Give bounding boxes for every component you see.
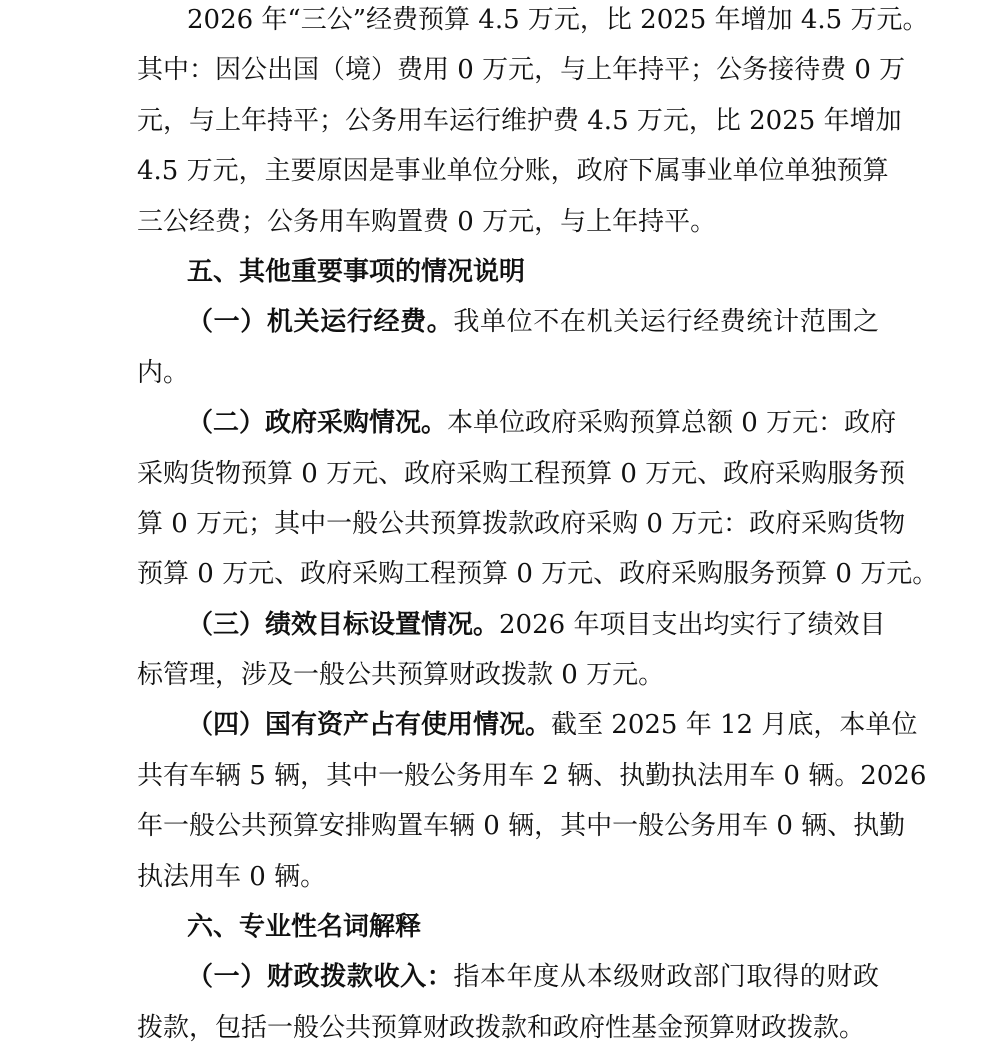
paragraph-line: 采购货物预算 0 万元、政府采购工程预算 0 万元、政府采购服务预 <box>137 458 906 489</box>
item-text: 2026 年项目支出均实行了绩效目 <box>499 609 886 640</box>
paragraph-line: 执法用车 0 辆。 <box>137 861 327 892</box>
item-lead: （一）机关运行经费。 <box>187 307 454 338</box>
paragraph-line: 标管理，涉及一般公共预算财政拨款 0 万元。 <box>137 660 665 691</box>
section-heading: 五、其他重要事项的情况说明 <box>187 256 526 287</box>
item-text: 本单位政府采购预算总额 0 万元：政府 <box>447 408 897 439</box>
item-lead: （三）绩效目标设置情况。 <box>187 609 500 640</box>
paragraph-line: 2026 年“三公”经费预算 4.5 万元，比 2025 年增加 4.5 万元。 <box>187 5 929 35</box>
document-page <box>137 0 939 1053</box>
paragraph-line: 其中：因公出国（境）费用 0 万元，与上年持平；公务接待费 0 万 <box>137 55 906 86</box>
paragraph-line: 三公经费；公务用车购置费 0 万元，与上年持平。 <box>137 206 717 237</box>
item-text: 指本年度从本级财政部门取得的财政 <box>453 962 879 993</box>
paragraph-line: 拨款，包括一般公共预算财政拨款和政府性基金预算财政拨款。 <box>137 1012 866 1043</box>
paragraph-line: 算 0 万元；其中一般公共预算拨款政府采购 0 万元：政府采购货物 <box>137 508 906 539</box>
item-lead: （二）政府采购情况。 <box>187 408 448 439</box>
paragraph-line: 元，与上年持平；公务用车运行维护费 4.5 万元，比 2025 年增加 <box>137 105 902 136</box>
paragraph-line <box>137 952 879 1002</box>
paragraph-line <box>137 398 897 448</box>
paragraph-line: 年一般公共预算安排购置车辆 0 辆，其中一般公务用车 0 辆、执勤 <box>137 811 906 842</box>
paragraph-line: 内。 <box>137 357 190 388</box>
paragraph-line <box>137 700 918 750</box>
paragraph-line: 预算 0 万元、政府采购工程预算 0 万元、政府采购服务预算 0 万元。 <box>137 559 939 590</box>
item-lead: （一）财政拨款收入： <box>187 962 454 993</box>
paragraph-line: 4.5 万元，主要原因是事业单位分账，政府下属事业单位单独预算 <box>137 156 889 187</box>
item-lead: （四）国有资产占有使用情况。 <box>187 710 552 741</box>
item-text: 我单位不在机关运行经费统计范围之 <box>453 307 879 338</box>
item-text: 截至 2025 年 12 月底，本单位 <box>551 710 918 741</box>
paragraph-line: 共有车辆 5 辆，其中一般公务用车 2 辆、执勤执法用车 0 辆。2026 <box>137 760 927 791</box>
section-heading: 六、专业性名词解释 <box>187 912 422 943</box>
paragraph-line <box>137 600 886 650</box>
paragraph-line <box>137 297 879 347</box>
